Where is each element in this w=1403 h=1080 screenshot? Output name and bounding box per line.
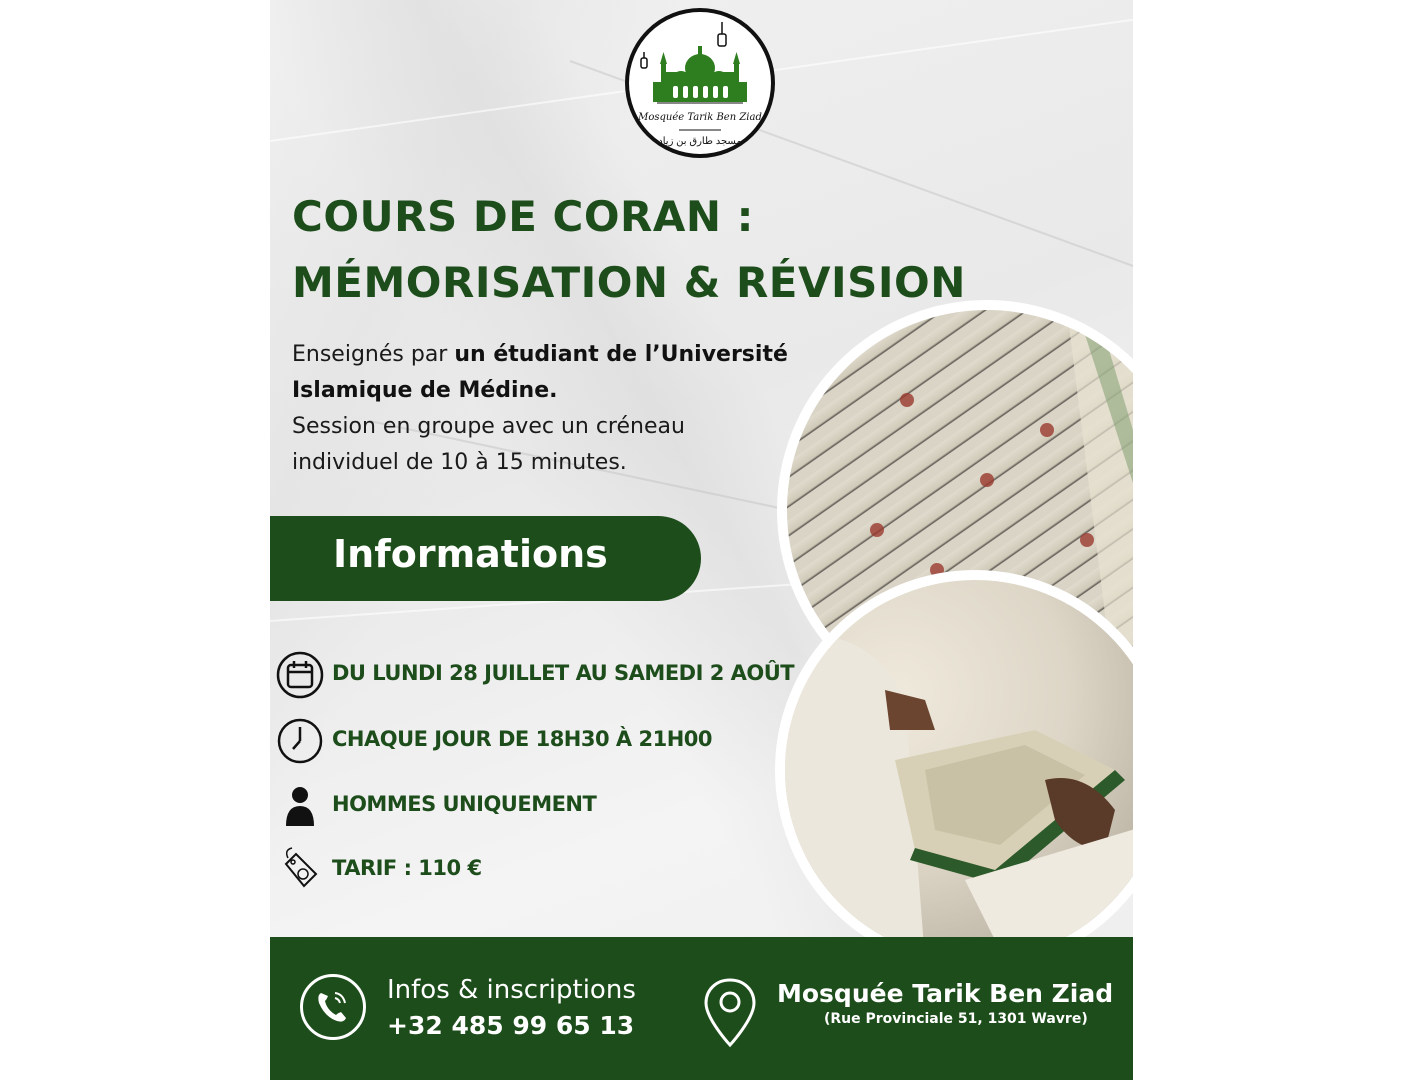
intro-session-2: individuel de 10 à 15 minutes.	[292, 450, 627, 475]
detail-price-text: TARIF : 110 €	[332, 856, 482, 880]
informations-banner	[270, 516, 701, 601]
price-tag-icon	[276, 846, 324, 894]
intro-line1	[292, 337, 788, 373]
mosque-logo	[625, 8, 775, 158]
person-icon	[276, 782, 324, 830]
flyer	[270, 0, 1133, 1080]
detail-time-text: CHAQUE JOUR DE 18H30 À 21H00	[332, 727, 713, 751]
phone-number[interactable]: +32 485 99 65 13	[387, 1011, 635, 1040]
logo-name-fr: Mosquée Tarik Ben Ziad	[638, 112, 762, 123]
intro-session-1: Session en groupe avec un créneau	[292, 414, 685, 439]
intro-teacher-2: Islamique de Médine.	[292, 378, 558, 403]
mosque-icon	[629, 12, 771, 154]
footer-contact	[270, 937, 1133, 1080]
intro-line2	[292, 373, 558, 409]
logo-name-ar: مسجد طارق بن زياد	[658, 136, 742, 147]
intro-prefix: Enseignés par	[292, 342, 455, 367]
infos-label: Infos & inscriptions	[387, 975, 636, 1005]
page-title-line1: COURS DE CORAN :	[292, 192, 754, 241]
reader-photo	[775, 570, 1133, 970]
detail-audience-text: HOMMES UNIQUEMENT	[332, 792, 597, 816]
mosque-address: (Rue Provinciale 51, 1301 Wavre)	[824, 1011, 1088, 1027]
detail-dates-text: DU LUNDI 28 JUILLET AU SAMEDI 2 AOÛT	[332, 661, 795, 685]
phone-icon	[300, 974, 366, 1040]
mosque-name: Mosquée Tarik Ben Ziad	[777, 979, 1114, 1008]
location-pin-icon	[702, 977, 758, 1049]
informations-heading: Informations	[333, 532, 608, 576]
calendar-icon	[276, 651, 324, 699]
page-title-line2: MÉMORISATION & RÉVISION	[292, 258, 966, 307]
intro-teacher-1: un étudiant de l’Université	[454, 342, 788, 367]
clock-icon	[276, 717, 324, 765]
